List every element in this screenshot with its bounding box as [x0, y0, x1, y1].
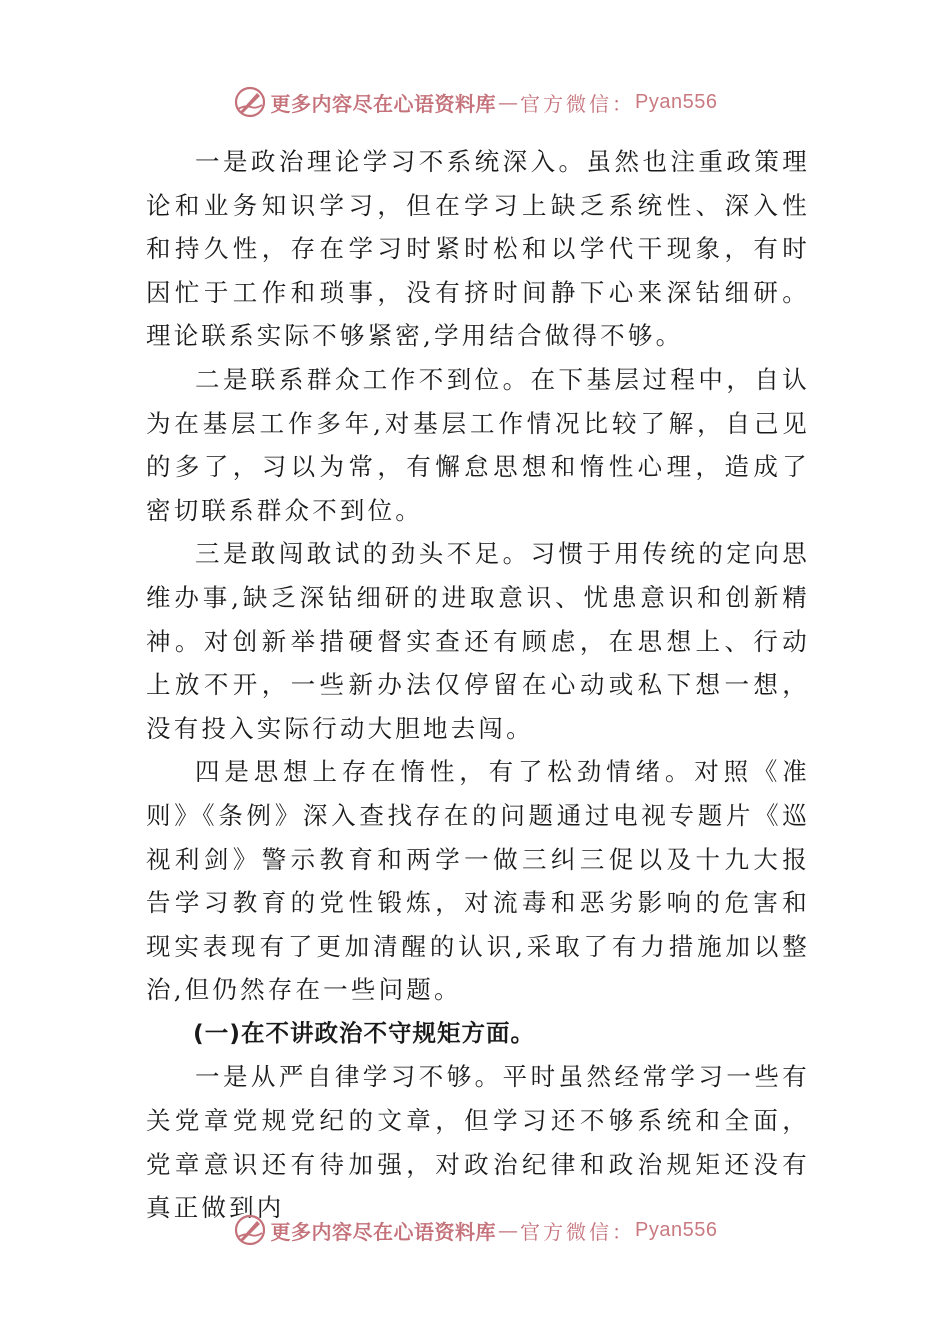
quill-pen-logo-icon: [233, 85, 267, 119]
watermark-brand: 更多内容尽在心语资料库: [270, 91, 497, 116]
watermark-label: 官方微信：: [520, 1219, 636, 1244]
section-heading: (一)在不讲政治不守规矩方面。: [193, 1018, 535, 1047]
watermark-separator: —: [498, 90, 519, 114]
watermark-wechat-id: Pyan556: [635, 1218, 718, 1241]
paragraph: 三是敢闯敢试的劲头不足。习惯于用传统的定向思维办事,缺乏深钻细研的进取意识、忧患意识和创新精神。对创新举措硬督实查还有顾虑，在思想上、行动上放不开，一些新办法仅停留在心动或私下想一想，没有投入实际行动大胆地去闯。: [146, 539, 810, 743]
document-body: [146, 140, 810, 1230]
watermark-brand: 更多内容尽在心语资料库: [270, 1219, 497, 1244]
watermark-wechat-id: Pyan556: [635, 90, 718, 113]
paragraph: 二是联系群众工作不到位。在下基层过程中，自认为在基层工作多年,对基层工作情况比较了解，自己见的多了，习以为常，有懈怠思想和惰性心理，造成了密切联系群众不到位。: [146, 364, 810, 525]
paragraph: 一是政治理论学习不系统深入。虽然也注重政策理论和业务知识学习，但在学习上缺乏系统性、深入性和持久性，存在学习时紧时松和以学代干现象，有时因忙于工作和琐事，没有挤时间静下心来深钻细研。理论联系实际不够紧密,学用结合做得不够。: [146, 147, 810, 351]
quill-pen-logo-icon: [233, 1213, 267, 1247]
paragraph: 四是思想上存在惰性，有了松劲情绪。对照《准则》《条例》深入查找存在的问题通过电视专题片《巡视利剑》警示教育和两学一做三纠三促以及十九大报告学习教育的党性锻炼，对流毒和恶劣影响的危害和现实表现有了更加清醒的认识,采取了有力措施加以整治,但仍然存在一些问题。: [146, 757, 810, 1005]
paragraph: 一是从严自律学习不够。平时虽然经常学习一些有关党章党规党纪的文章，但学习还不够系统和全面，党章意识还有待加强，对政治纪律和政治规矩还没有真正做到内: [146, 1062, 810, 1223]
header-watermark: [0, 82, 950, 122]
watermark-separator: —: [498, 1218, 519, 1242]
footer-watermark: [0, 1210, 950, 1250]
watermark-label: 官方微信：: [520, 91, 636, 116]
